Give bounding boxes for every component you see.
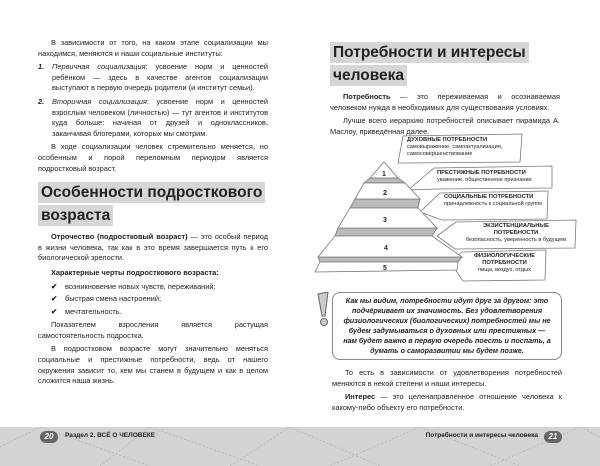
callout-social — [444, 194, 544, 208]
heading-line: возраста — [38, 205, 113, 226]
tip-box: Как мы видим, потребности идут друг за другом: это подчёркивает их значимость. Без удовлетворения физиологических (биологических) потребностей мы не будем задумываться о духовных или престижных — нам будет важно в первую очередь поесть и поспать, а думать о саморазвитии мы будем позже. — [332, 292, 562, 360]
pyramid-shadow — [350, 199, 420, 208]
callout-text: самовыражение, самоактуализация, самосовершенствование — [407, 144, 503, 158]
callout-title: ФИЗИОЛОГИЧЕСКИЕ ПОТРЕБНОСТИ — [473, 253, 535, 267]
trait-text: мечтательность. — [65, 306, 122, 316]
list-number: 1. — [38, 62, 45, 72]
heading-line: человека — [330, 65, 407, 86]
callout-title: ПРЕСТИЖНЫЕ ПОТРЕБНОСТИ — [437, 170, 526, 176]
callout-title: ЭКЗИСТЕНЦИАЛЬНЫЕ ПОТРЕБНОСТИ — [483, 223, 549, 237]
definition-term: Потребность — [343, 92, 391, 101]
level-label: 3 — [383, 217, 387, 224]
footer-section-title: Раздел 2. ВСЁ О ЧЕЛОВЕКЕ — [65, 432, 156, 439]
pyramid-level-2 — [355, 183, 420, 199]
traits-title: Характерные черты подросткового возраста: — [51, 267, 219, 277]
check-icon: ✔ — [51, 294, 58, 304]
definition-text: — это переживаемая и осознаваемая человеком нужда в необходимых для существования условиях. — [330, 92, 560, 112]
callout-existential — [458, 223, 574, 245]
paragraph: Показателем взросления является растущая самостоятельность подростка. — [38, 320, 268, 340]
paragraph: Лучше всего иерархию потребностей описывает пирамида А. Маслоу, приведённая далее. — [330, 116, 560, 136]
page-number-right: 21 — [544, 431, 562, 443]
callout-spiritual — [407, 137, 519, 159]
check-icon: ✔ — [51, 306, 58, 316]
list-term: Первичная социализация — [52, 62, 146, 72]
callout-title: СОЦИАЛЬНЫЕ ПОТРЕБНОСТИ — [444, 194, 534, 200]
definition — [332, 392, 562, 413]
list-text: : усвоение норм и ценностей взрослым человеком (личностью) — тут агентов и институтов куда больше: начиная от друзей и одноклассников, заканчивая блогерами, которых мы смотрим. — [52, 96, 268, 138]
paragraph: В ходе социализации человек стремительно меняется, но особенным и порой переломным периодом является подростковый возраст. — [38, 142, 268, 173]
intro-paragraph: В зависимости от того, на каком этапе социализации мы находимся, меняются и наши социальные институты: — [38, 38, 268, 58]
trait-text: возникновение новых чувств, переживаний; — [65, 281, 216, 291]
callout-text: безопасность, уверенность в будущем — [465, 237, 567, 244]
trait-text: быстрая смена настроений; — [65, 294, 162, 304]
pyramid-level-4 — [318, 236, 462, 257]
footer-chapter-title: Потребности и интересы человека — [425, 432, 538, 439]
level-label: 1 — [382, 171, 386, 178]
callout-title: ДУХОВНЫЕ ПОТРЕБНОСТИ — [407, 137, 488, 143]
level-label: 2 — [383, 190, 387, 197]
exclamation-icon — [316, 292, 332, 328]
paragraph: В подростковом возрасте могут значительно меняться социальные и престижные потребности, ведь от нашего окружения зависит то, кем мы станем в будущем и как в целом сложится наша жизнь. — [38, 344, 268, 386]
pyramid-shadow — [335, 228, 437, 236]
page-footer — [0, 427, 600, 466]
callout-text: принадлежность к социальной группе — [444, 201, 543, 208]
definition-text: — это целенаправленное отношение человека к какому-либо объекту его потребности. — [332, 392, 562, 412]
callout-text: уважение, общественное признание — [437, 177, 532, 184]
callout-prestige — [437, 170, 550, 184]
definition-term: Интерес — [345, 392, 376, 402]
pyramid-shadow — [364, 178, 405, 183]
list-number: 2. — [38, 96, 45, 106]
page-number-left: 20 — [40, 431, 58, 443]
heading-line: Потребности и интересы — [330, 42, 529, 63]
check-icon: ✔ — [51, 281, 58, 291]
right-page-bottom-column — [332, 292, 562, 416]
list-text: : усвоение норм и ценностей ребёнком — здесь в качестве агентов социализации выступают в первую очередь родители (и институт семьи). — [52, 62, 268, 93]
callout-physiological — [465, 253, 544, 275]
heading-line: Особенности подросткового — [38, 182, 265, 203]
definition-term: Отрочество (подростковый возраст) — [51, 232, 188, 242]
level-label: 4 — [384, 245, 388, 252]
paragraph: То есть в зависимости от удовлетворения потребностей меняются в некой степени и наши интересы. — [332, 368, 562, 388]
pyramid-shadow — [318, 257, 462, 262]
level-label: 5 — [383, 265, 387, 272]
list-term: Вторичная социализация — [52, 96, 147, 106]
definition-text: — это особый период в жизни человека, так как в это время завершается путь к его биологической зрелости. — [38, 232, 268, 263]
callout-text: пища, воздух, отдых — [478, 267, 531, 274]
